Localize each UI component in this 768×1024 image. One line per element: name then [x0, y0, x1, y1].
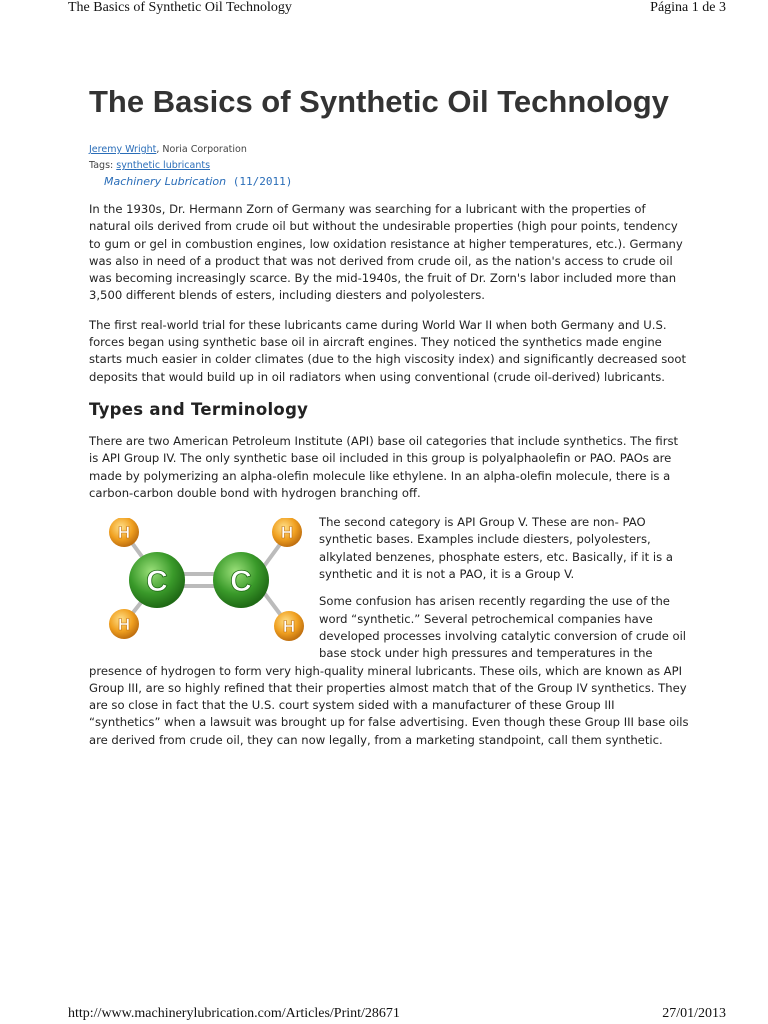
- tags-line: [89, 158, 689, 173]
- svg-text:H: H: [282, 617, 296, 637]
- author-link[interactable]: Jeremy Wright: [89, 144, 157, 155]
- print-header: [68, 0, 726, 16]
- ethylene-molecule-diagram: [89, 518, 309, 648]
- svg-text:C: C: [146, 565, 168, 599]
- print-footer-date: 27/01/2013: [662, 1006, 726, 1021]
- source-line: [89, 174, 689, 189]
- paragraph-group-v: The second category is API Group V. These are non- PAO synthetic bases. Examples include diesters, polyolesters, alkylated benzenes, phosphate esters, etc. Basically, if it is a synthetic and it is not a PAO, it is a Group V.: [319, 515, 673, 582]
- byline: [89, 142, 689, 158]
- author-org: , Noria Corporation: [156, 144, 247, 155]
- paragraph-group-iii: Some confusion has arisen recently regarding the use of the word “synthetic.” Several petrochemical companies have developed processes involving catalytic conversion of crude oil base stock under high pressures and temperatures in the presence of hydrogen to form very high-quality mineral lubricants. These oils, which are known as API Group III, are so highly refined that their properties almost match that of the Group IV synthetics. They are so close in fact that the U.S. court system sided with a manufacturer of these Group III “synthetics” when a lawsuit was brought up for false advertising. Even though these Group III base oils are derived from crude oil, they can now legally, from a marketing standpoint, call them synthetic.: [89, 594, 689, 747]
- hydrogen-atom: [274, 611, 304, 641]
- paragraph-api-groups: There are two American Petroleum Institute (API) base oil categories that include synthetics. The first is API Group IV. The only synthetic base oil included in this group is polyalphaolefin or PAO. PAOs are made by polymerizing an alpha-olefin molecule like ethylene. In an alpha-olefin molecule, there is a carbon-carbon double bond with hydrogen branching off.: [89, 433, 679, 500]
- hydrogen-atom: [109, 518, 139, 547]
- svg-text:H: H: [117, 523, 131, 543]
- section-heading: Types and Terminology: [89, 399, 309, 419]
- svg-text:H: H: [280, 523, 294, 543]
- carbon-atom: [213, 552, 269, 608]
- paragraph-ww2: The first real-world trial for these lubricants came during World War II when both Germany and U.S. forces began using synthetic base oil in aircraft engines. They noticed the synthetics made engine starts much easier in colder climates (due to the high viscosity index) and significantly decreased soot deposits that would build up in oil radiators when using conventional (crude oil-derived) lubricants.: [89, 317, 687, 384]
- print-header-title: The Basics of Synthetic Oil Technology: [68, 0, 292, 15]
- paragraph-history: In the 1930s, Dr. Hermann Zorn of Germany was searching for a lubricant with the properties of natural oils derived from crude oil but without the undesirable properties (high pour points, tendency to gum or gel in combustion engines, low oxidation resistance at higher temperatures, etc.). Germany was also in need of a product that was not derived from crude oil, as the nation's access to crude oil was becoming increasingly scarce. By the mid-1940s, the fruit of Dr. Zorn's labor included more than 3,500 different blends of esters, including diesters and polyolesters.: [89, 202, 683, 303]
- source-name: Machinery Lubrication: [104, 175, 227, 188]
- article: [89, 84, 689, 749]
- article-title: The Basics of Synthetic Oil Technology: [89, 84, 669, 119]
- svg-text:H: H: [117, 615, 131, 635]
- source-date: (11/2011): [226, 175, 293, 188]
- print-footer-url: http://www.machinerylubrication.com/Articles/Print/28671: [68, 1006, 400, 1021]
- carbon-atom: [129, 552, 185, 608]
- print-page-number: Página 1 de 3: [650, 0, 726, 15]
- svg-text:C: C: [230, 565, 252, 599]
- tags-label: Tags:: [89, 160, 117, 171]
- tag-link[interactable]: synthetic lubricants: [116, 160, 211, 171]
- hydrogen-atom: [272, 518, 302, 547]
- hydrogen-atom: [109, 609, 139, 639]
- print-footer: [68, 1006, 726, 1022]
